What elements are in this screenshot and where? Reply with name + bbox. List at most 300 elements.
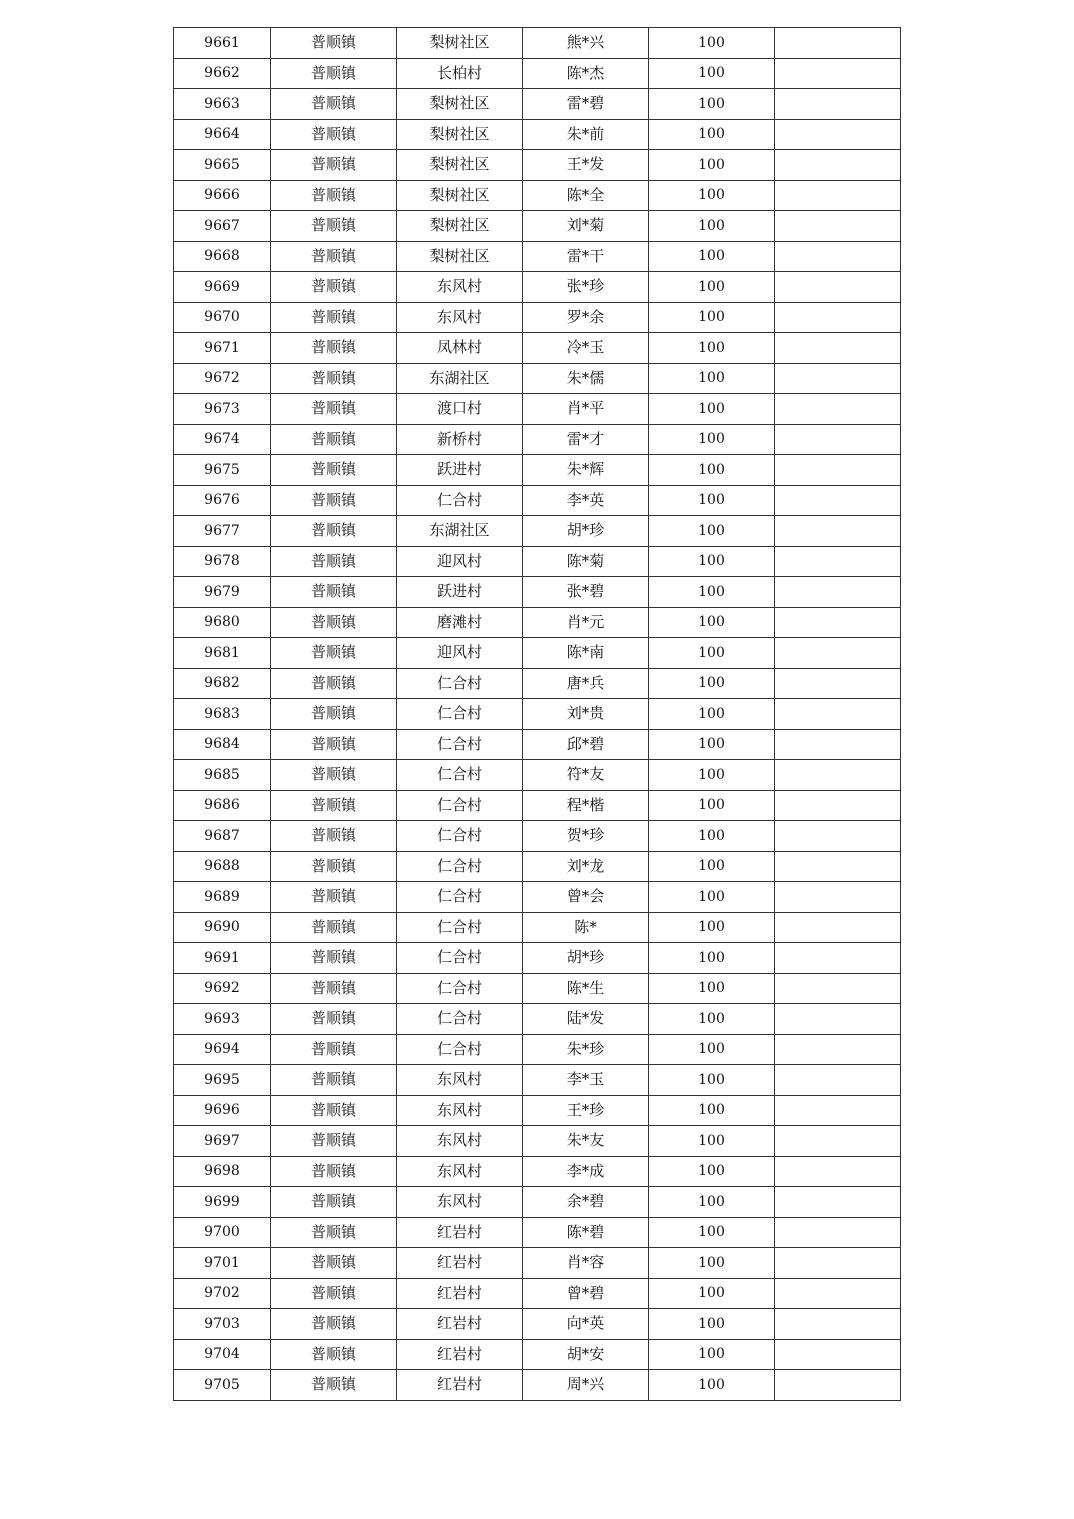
cell-amount: 100 xyxy=(649,1309,775,1340)
cell-town: 普顺镇 xyxy=(271,1248,397,1279)
table-row xyxy=(174,851,901,882)
cell-village: 东风村 xyxy=(397,302,523,333)
cell-village: 东风村 xyxy=(397,1187,523,1218)
cell-person-name: 胡*安 xyxy=(523,1339,649,1370)
cell-town: 普顺镇 xyxy=(271,516,397,547)
table-row xyxy=(174,1065,901,1096)
cell-amount: 100 xyxy=(649,1156,775,1187)
cell-person-name: 李*英 xyxy=(523,485,649,516)
cell-person-name: 陈*杰 xyxy=(523,58,649,89)
cell-village: 仁合村 xyxy=(397,943,523,974)
cell-town: 普顺镇 xyxy=(271,241,397,272)
cell-serial-number: 9689 xyxy=(174,882,271,913)
table-row xyxy=(174,89,901,120)
table-row xyxy=(174,1095,901,1126)
cell-serial-number: 9685 xyxy=(174,760,271,791)
cell-person-name: 陈* xyxy=(523,912,649,943)
cell-town: 普顺镇 xyxy=(271,89,397,120)
table-row xyxy=(174,668,901,699)
cell-serial-number: 9684 xyxy=(174,729,271,760)
cell-person-name: 雷*干 xyxy=(523,241,649,272)
cell-amount: 100 xyxy=(649,302,775,333)
cell-note xyxy=(775,882,901,913)
cell-town: 普顺镇 xyxy=(271,150,397,181)
cell-amount: 100 xyxy=(649,180,775,211)
cell-serial-number: 9673 xyxy=(174,394,271,425)
cell-serial-number: 9680 xyxy=(174,607,271,638)
cell-person-name: 肖*平 xyxy=(523,394,649,425)
cell-note xyxy=(775,119,901,150)
cell-amount: 100 xyxy=(649,1217,775,1248)
table-row xyxy=(174,1370,901,1401)
cell-note xyxy=(775,516,901,547)
cell-town: 普顺镇 xyxy=(271,577,397,608)
cell-town: 普顺镇 xyxy=(271,790,397,821)
cell-person-name: 陈*碧 xyxy=(523,1217,649,1248)
table-row xyxy=(174,1309,901,1340)
table-row xyxy=(174,516,901,547)
table-row xyxy=(174,180,901,211)
cell-town: 普顺镇 xyxy=(271,1217,397,1248)
cell-town: 普顺镇 xyxy=(271,119,397,150)
cell-note xyxy=(775,760,901,791)
cell-village: 东风村 xyxy=(397,1156,523,1187)
cell-village: 仁合村 xyxy=(397,760,523,791)
cell-town: 普顺镇 xyxy=(271,1278,397,1309)
table-row xyxy=(174,150,901,181)
cell-amount: 100 xyxy=(649,1370,775,1401)
cell-person-name: 张*珍 xyxy=(523,272,649,303)
cell-person-name: 周*兴 xyxy=(523,1370,649,1401)
cell-amount: 100 xyxy=(649,211,775,242)
table-row xyxy=(174,577,901,608)
cell-serial-number: 9677 xyxy=(174,516,271,547)
cell-person-name: 陈*菊 xyxy=(523,546,649,577)
cell-note xyxy=(775,302,901,333)
cell-town: 普顺镇 xyxy=(271,180,397,211)
cell-town: 普顺镇 xyxy=(271,1309,397,1340)
cell-amount: 100 xyxy=(649,882,775,913)
cell-note xyxy=(775,1278,901,1309)
table-row xyxy=(174,363,901,394)
cell-serial-number: 9687 xyxy=(174,821,271,852)
cell-note xyxy=(775,1339,901,1370)
cell-serial-number: 9682 xyxy=(174,668,271,699)
cell-amount: 100 xyxy=(649,424,775,455)
cell-village: 梨树社区 xyxy=(397,180,523,211)
cell-amount: 100 xyxy=(649,851,775,882)
cell-person-name: 陈*全 xyxy=(523,180,649,211)
cell-village: 梨树社区 xyxy=(397,211,523,242)
cell-amount: 100 xyxy=(649,1004,775,1035)
cell-serial-number: 9666 xyxy=(174,180,271,211)
table-row xyxy=(174,28,901,59)
cell-town: 普顺镇 xyxy=(271,912,397,943)
cell-town: 普顺镇 xyxy=(271,211,397,242)
cell-serial-number: 9690 xyxy=(174,912,271,943)
roster-table-body xyxy=(174,28,901,1401)
cell-serial-number: 9693 xyxy=(174,1004,271,1035)
cell-serial-number: 9699 xyxy=(174,1187,271,1218)
cell-village: 梨树社区 xyxy=(397,150,523,181)
cell-person-name: 雷*才 xyxy=(523,424,649,455)
cell-town: 普顺镇 xyxy=(271,1156,397,1187)
cell-serial-number: 9667 xyxy=(174,211,271,242)
table-row xyxy=(174,424,901,455)
cell-village: 仁合村 xyxy=(397,1004,523,1035)
cell-village: 仁合村 xyxy=(397,729,523,760)
cell-note xyxy=(775,394,901,425)
cell-amount: 100 xyxy=(649,973,775,1004)
cell-village: 梨树社区 xyxy=(397,119,523,150)
cell-amount: 100 xyxy=(649,638,775,669)
cell-town: 普顺镇 xyxy=(271,394,397,425)
cell-village: 渡口村 xyxy=(397,394,523,425)
cell-village: 仁合村 xyxy=(397,485,523,516)
cell-amount: 100 xyxy=(649,546,775,577)
cell-person-name: 曾*会 xyxy=(523,882,649,913)
cell-note xyxy=(775,58,901,89)
cell-serial-number: 9681 xyxy=(174,638,271,669)
table-row xyxy=(174,1339,901,1370)
cell-note xyxy=(775,1126,901,1157)
cell-serial-number: 9697 xyxy=(174,1126,271,1157)
cell-town: 普顺镇 xyxy=(271,302,397,333)
cell-amount: 100 xyxy=(649,150,775,181)
table-row xyxy=(174,699,901,730)
table-row xyxy=(174,607,901,638)
table-row xyxy=(174,1187,901,1218)
cell-village: 仁合村 xyxy=(397,912,523,943)
cell-serial-number: 9698 xyxy=(174,1156,271,1187)
table-row xyxy=(174,302,901,333)
cell-person-name: 冷*玉 xyxy=(523,333,649,364)
table-row xyxy=(174,1217,901,1248)
cell-amount: 100 xyxy=(649,333,775,364)
cell-note xyxy=(775,272,901,303)
roster-table xyxy=(173,27,901,1401)
cell-serial-number: 9686 xyxy=(174,790,271,821)
cell-amount: 100 xyxy=(649,363,775,394)
cell-serial-number: 9670 xyxy=(174,302,271,333)
cell-person-name: 余*碧 xyxy=(523,1187,649,1218)
cell-note xyxy=(775,668,901,699)
cell-person-name: 唐*兵 xyxy=(523,668,649,699)
cell-serial-number: 9702 xyxy=(174,1278,271,1309)
cell-person-name: 朱*友 xyxy=(523,1126,649,1157)
cell-serial-number: 9703 xyxy=(174,1309,271,1340)
cell-serial-number: 9675 xyxy=(174,455,271,486)
cell-note xyxy=(775,241,901,272)
cell-note xyxy=(775,150,901,181)
cell-note xyxy=(775,1065,901,1096)
cell-serial-number: 9704 xyxy=(174,1339,271,1370)
cell-amount: 100 xyxy=(649,729,775,760)
cell-town: 普顺镇 xyxy=(271,699,397,730)
cell-person-name: 肖*元 xyxy=(523,607,649,638)
cell-town: 普顺镇 xyxy=(271,607,397,638)
cell-village: 仁合村 xyxy=(397,699,523,730)
cell-town: 普顺镇 xyxy=(271,333,397,364)
cell-village: 凤林村 xyxy=(397,333,523,364)
cell-note xyxy=(775,1309,901,1340)
cell-town: 普顺镇 xyxy=(271,1095,397,1126)
cell-town: 普顺镇 xyxy=(271,455,397,486)
cell-person-name: 刘*龙 xyxy=(523,851,649,882)
cell-note xyxy=(775,89,901,120)
table-row xyxy=(174,943,901,974)
cell-town: 普顺镇 xyxy=(271,821,397,852)
cell-village: 仁合村 xyxy=(397,851,523,882)
cell-amount: 100 xyxy=(649,1339,775,1370)
cell-town: 普顺镇 xyxy=(271,1034,397,1065)
cell-note xyxy=(775,729,901,760)
cell-person-name: 罗*余 xyxy=(523,302,649,333)
cell-person-name: 李*玉 xyxy=(523,1065,649,1096)
table-row xyxy=(174,546,901,577)
cell-person-name: 朱*前 xyxy=(523,119,649,150)
cell-note xyxy=(775,790,901,821)
cell-village: 红岩村 xyxy=(397,1370,523,1401)
cell-amount: 100 xyxy=(649,516,775,547)
cell-serial-number: 9679 xyxy=(174,577,271,608)
cell-person-name: 符*友 xyxy=(523,760,649,791)
cell-person-name: 陆*发 xyxy=(523,1004,649,1035)
cell-note xyxy=(775,912,901,943)
cell-town: 普顺镇 xyxy=(271,363,397,394)
cell-note xyxy=(775,1248,901,1279)
cell-serial-number: 9672 xyxy=(174,363,271,394)
cell-town: 普顺镇 xyxy=(271,1187,397,1218)
cell-town: 普顺镇 xyxy=(271,638,397,669)
cell-amount: 100 xyxy=(649,28,775,59)
cell-person-name: 王*发 xyxy=(523,150,649,181)
cell-village: 仁合村 xyxy=(397,821,523,852)
cell-village: 东风村 xyxy=(397,1065,523,1096)
cell-village: 红岩村 xyxy=(397,1339,523,1370)
cell-note xyxy=(775,1095,901,1126)
cell-person-name: 陈*南 xyxy=(523,638,649,669)
cell-village: 迎风村 xyxy=(397,638,523,669)
cell-note xyxy=(775,1034,901,1065)
cell-note xyxy=(775,821,901,852)
cell-amount: 100 xyxy=(649,790,775,821)
cell-note xyxy=(775,577,901,608)
table-row xyxy=(174,211,901,242)
cell-amount: 100 xyxy=(649,58,775,89)
cell-note xyxy=(775,699,901,730)
cell-amount: 100 xyxy=(649,1126,775,1157)
cell-village: 迎风村 xyxy=(397,546,523,577)
cell-town: 普顺镇 xyxy=(271,546,397,577)
table-row xyxy=(174,1034,901,1065)
cell-note xyxy=(775,485,901,516)
cell-village: 梨树社区 xyxy=(397,241,523,272)
cell-amount: 100 xyxy=(649,912,775,943)
cell-serial-number: 9705 xyxy=(174,1370,271,1401)
cell-note xyxy=(775,1370,901,1401)
cell-note xyxy=(775,1187,901,1218)
cell-village: 东湖社区 xyxy=(397,363,523,394)
cell-serial-number: 9674 xyxy=(174,424,271,455)
cell-town: 普顺镇 xyxy=(271,882,397,913)
cell-serial-number: 9695 xyxy=(174,1065,271,1096)
cell-village: 新桥村 xyxy=(397,424,523,455)
cell-serial-number: 9701 xyxy=(174,1248,271,1279)
cell-person-name: 朱*珍 xyxy=(523,1034,649,1065)
cell-serial-number: 9661 xyxy=(174,28,271,59)
cell-serial-number: 9700 xyxy=(174,1217,271,1248)
cell-village: 仁合村 xyxy=(397,1034,523,1065)
cell-serial-number: 9662 xyxy=(174,58,271,89)
table-row xyxy=(174,729,901,760)
cell-note xyxy=(775,180,901,211)
cell-amount: 100 xyxy=(649,89,775,120)
cell-person-name: 朱*儒 xyxy=(523,363,649,394)
cell-person-name: 刘*菊 xyxy=(523,211,649,242)
cell-village: 跃进村 xyxy=(397,455,523,486)
cell-serial-number: 9663 xyxy=(174,89,271,120)
cell-person-name: 李*成 xyxy=(523,1156,649,1187)
cell-person-name: 胡*珍 xyxy=(523,516,649,547)
cell-town: 普顺镇 xyxy=(271,760,397,791)
table-row xyxy=(174,638,901,669)
cell-serial-number: 9676 xyxy=(174,485,271,516)
table-row xyxy=(174,394,901,425)
cell-note xyxy=(775,607,901,638)
cell-person-name: 刘*贵 xyxy=(523,699,649,730)
cell-town: 普顺镇 xyxy=(271,1004,397,1035)
cell-amount: 100 xyxy=(649,394,775,425)
cell-amount: 100 xyxy=(649,1034,775,1065)
cell-note xyxy=(775,851,901,882)
cell-village: 红岩村 xyxy=(397,1278,523,1309)
table-row xyxy=(174,1248,901,1279)
cell-village: 东风村 xyxy=(397,1095,523,1126)
cell-amount: 100 xyxy=(649,241,775,272)
cell-amount: 100 xyxy=(649,455,775,486)
cell-village: 梨树社区 xyxy=(397,28,523,59)
cell-amount: 100 xyxy=(649,272,775,303)
table-row xyxy=(174,1004,901,1035)
cell-serial-number: 9665 xyxy=(174,150,271,181)
cell-amount: 100 xyxy=(649,1095,775,1126)
cell-note xyxy=(775,546,901,577)
cell-person-name: 陈*生 xyxy=(523,973,649,1004)
cell-amount: 100 xyxy=(649,1248,775,1279)
cell-village: 红岩村 xyxy=(397,1309,523,1340)
cell-village: 仁合村 xyxy=(397,790,523,821)
table-row xyxy=(174,821,901,852)
table-row xyxy=(174,485,901,516)
cell-serial-number: 9669 xyxy=(174,272,271,303)
cell-village: 仁合村 xyxy=(397,668,523,699)
cell-serial-number: 9683 xyxy=(174,699,271,730)
cell-amount: 100 xyxy=(649,607,775,638)
table-row xyxy=(174,912,901,943)
table-row xyxy=(174,241,901,272)
cell-town: 普顺镇 xyxy=(271,1370,397,1401)
table-row xyxy=(174,58,901,89)
cell-amount: 100 xyxy=(649,1187,775,1218)
cell-town: 普顺镇 xyxy=(271,851,397,882)
cell-note xyxy=(775,943,901,974)
cell-amount: 100 xyxy=(649,119,775,150)
table-row xyxy=(174,1156,901,1187)
cell-amount: 100 xyxy=(649,485,775,516)
cell-serial-number: 9692 xyxy=(174,973,271,1004)
cell-town: 普顺镇 xyxy=(271,1065,397,1096)
cell-person-name: 程*楷 xyxy=(523,790,649,821)
cell-amount: 100 xyxy=(649,821,775,852)
cell-note xyxy=(775,638,901,669)
cell-serial-number: 9694 xyxy=(174,1034,271,1065)
cell-person-name: 王*珍 xyxy=(523,1095,649,1126)
cell-village: 仁合村 xyxy=(397,973,523,1004)
cell-village: 红岩村 xyxy=(397,1248,523,1279)
cell-person-name: 向*英 xyxy=(523,1309,649,1340)
cell-amount: 100 xyxy=(649,1278,775,1309)
table-row xyxy=(174,1126,901,1157)
cell-amount: 100 xyxy=(649,668,775,699)
cell-village: 梨树社区 xyxy=(397,89,523,120)
cell-amount: 100 xyxy=(649,699,775,730)
cell-serial-number: 9671 xyxy=(174,333,271,364)
cell-note xyxy=(775,211,901,242)
cell-village: 东风村 xyxy=(397,1126,523,1157)
cell-town: 普顺镇 xyxy=(271,1339,397,1370)
table-row xyxy=(174,455,901,486)
cell-serial-number: 9691 xyxy=(174,943,271,974)
cell-note xyxy=(775,424,901,455)
table-row xyxy=(174,760,901,791)
cell-person-name: 张*碧 xyxy=(523,577,649,608)
cell-person-name: 贺*珍 xyxy=(523,821,649,852)
cell-serial-number: 9678 xyxy=(174,546,271,577)
cell-village: 东湖社区 xyxy=(397,516,523,547)
cell-amount: 100 xyxy=(649,760,775,791)
cell-town: 普顺镇 xyxy=(271,973,397,1004)
table-row xyxy=(174,882,901,913)
cell-village: 东风村 xyxy=(397,272,523,303)
cell-amount: 100 xyxy=(649,943,775,974)
cell-serial-number: 9696 xyxy=(174,1095,271,1126)
table-row xyxy=(174,973,901,1004)
cell-town: 普顺镇 xyxy=(271,485,397,516)
table-row xyxy=(174,333,901,364)
cell-serial-number: 9668 xyxy=(174,241,271,272)
cell-note xyxy=(775,455,901,486)
table-row xyxy=(174,1278,901,1309)
cell-town: 普顺镇 xyxy=(271,28,397,59)
cell-town: 普顺镇 xyxy=(271,272,397,303)
cell-note xyxy=(775,363,901,394)
table-row xyxy=(174,790,901,821)
cell-serial-number: 9664 xyxy=(174,119,271,150)
cell-note xyxy=(775,333,901,364)
cell-village: 长柏村 xyxy=(397,58,523,89)
cell-person-name: 胡*珍 xyxy=(523,943,649,974)
cell-town: 普顺镇 xyxy=(271,58,397,89)
cell-person-name: 肖*容 xyxy=(523,1248,649,1279)
cell-amount: 100 xyxy=(649,1065,775,1096)
cell-village: 红岩村 xyxy=(397,1217,523,1248)
cell-note xyxy=(775,1004,901,1035)
cell-amount: 100 xyxy=(649,577,775,608)
cell-note xyxy=(775,1217,901,1248)
cell-village: 跃进村 xyxy=(397,577,523,608)
cell-town: 普顺镇 xyxy=(271,729,397,760)
